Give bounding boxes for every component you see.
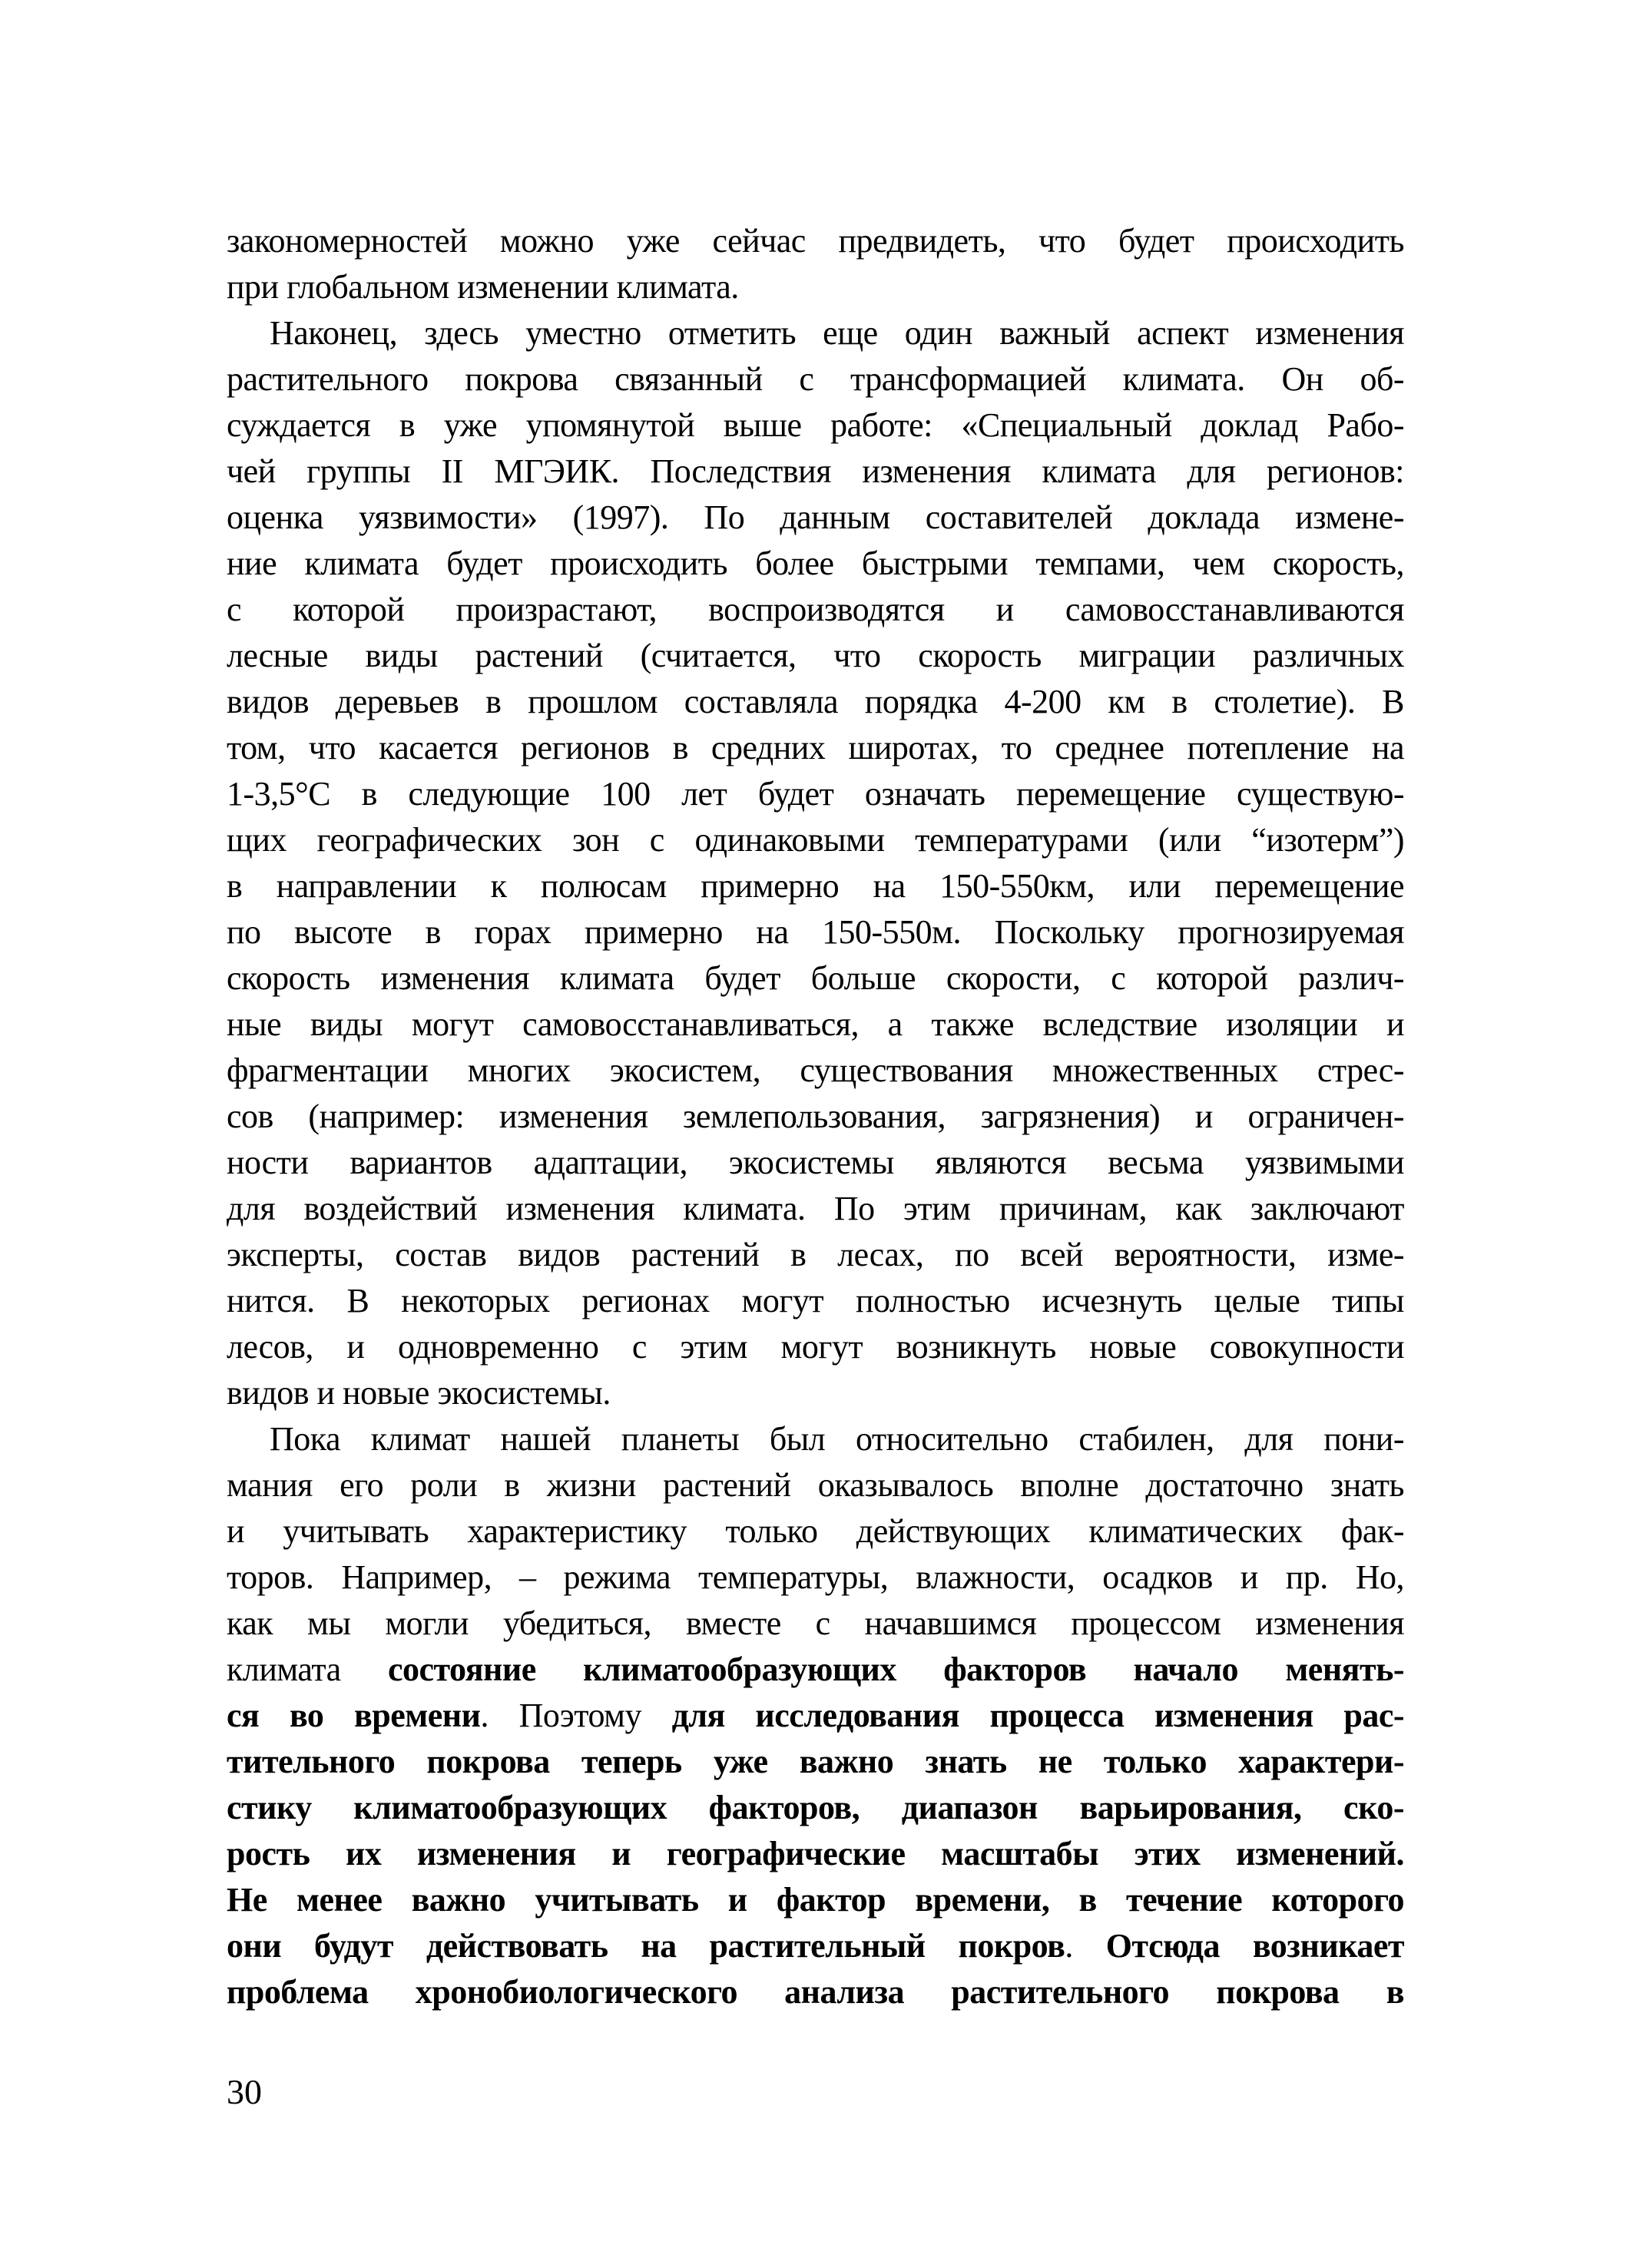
text-line — [227, 218, 1404, 264]
text-line — [227, 449, 1404, 495]
text-line — [227, 495, 1404, 541]
text-line — [227, 1002, 1404, 1048]
bold-text-segment: они будут действовать на растительный покров — [227, 1927, 1065, 1965]
text-segment: ние климата будет происходить более быстрыми темпами, чем скорость, — [227, 545, 1404, 582]
text-line — [227, 1094, 1404, 1140]
text-segment: климата — [227, 1651, 388, 1688]
text-line — [227, 1324, 1404, 1370]
text-line — [227, 310, 1404, 356]
bold-text-segment: состояние климатообразующих факторов начало менять- — [387, 1651, 1405, 1688]
text-line — [227, 1831, 1404, 1877]
text-line — [227, 1554, 1404, 1601]
bold-text-segment: проблема хронобиологического анализа растительного покрова в — [227, 1973, 1404, 2011]
text-line — [227, 1416, 1404, 1462]
text-segment: для воздействий изменения климата. По этим причинам, как заключают — [227, 1190, 1404, 1227]
text-segment: Наконец, здесь уместно отметить еще один важный аспект изменения — [270, 314, 1404, 352]
text-segment: по высоте в горах примерно на 150-550м. Поскольку прогнозируемая — [227, 913, 1404, 951]
text-segment: видов и новые экосистемы. — [227, 1374, 611, 1412]
text-segment: сов (например: изменения землепользования, загрязнения) и ограничен- — [227, 1098, 1404, 1135]
text-segment: как мы могли убедиться, вместе с начавшимся процессом изменения — [227, 1604, 1404, 1642]
bold-text-segment: тительного покрова теперь уже важно знать не только характери- — [227, 1743, 1404, 1780]
text-segment: лесные виды растений (считается, что скорость миграции различных — [227, 637, 1404, 674]
text-segment: растительного покрова связанный с трансформацией климата. Он об- — [227, 360, 1404, 398]
text-line — [227, 1877, 1404, 1923]
text-segment: фрагментации многих экосистем, существования множественных стрес- — [227, 1051, 1404, 1089]
text-line — [227, 1186, 1404, 1232]
text-line — [227, 1462, 1404, 1508]
text-line — [227, 679, 1404, 725]
text-line — [227, 1140, 1404, 1186]
text-segment: закономерностей можно уже сейчас предвидеть, что будет происходить — [227, 222, 1404, 260]
bold-text-segment: для исследования процесса изменения рас- — [671, 1697, 1405, 1734]
text-segment: . — [1065, 1927, 1106, 1965]
text-line — [227, 909, 1404, 955]
text-line — [227, 356, 1404, 402]
text-segment: щих географических зон с одинаковыми температурами (или “изотерм”) — [227, 821, 1404, 859]
bold-text-segment: Не менее важно учитывать и фактор времени, в течение которого — [227, 1881, 1404, 1919]
text-segment: оценка уязвимости» (1997). По данным составителей доклада измене- — [227, 498, 1404, 536]
text-line — [227, 1232, 1404, 1278]
text-line — [227, 1048, 1404, 1094]
text-segment: лесов, и одновременно с этим могут возникнуть новые совокупности — [227, 1328, 1404, 1366]
text-line — [227, 633, 1404, 679]
text-segment: видов деревьев в прошлом составляла порядка 4-200 км в столетие). В — [227, 683, 1404, 720]
text-line — [227, 1370, 1404, 1416]
text-line — [227, 264, 1404, 310]
text-line — [227, 587, 1404, 633]
text-segment: чей группы II МГЭИК. Последствия изменения климата для регионов: — [227, 452, 1404, 490]
text-line — [227, 771, 1404, 817]
bold-text-segment: Отсюда возникает — [1105, 1927, 1404, 1965]
text-segment: . Поэтому — [480, 1697, 672, 1734]
text-segment: том, что касается регионов в средних широтах, то среднее потепление на — [227, 729, 1404, 766]
text-line — [227, 1508, 1404, 1554]
text-segment: нится. В некоторых регионах могут полностью исчезнуть целые типы — [227, 1282, 1404, 1319]
text-line — [227, 817, 1404, 863]
text-line — [227, 1923, 1404, 1969]
text-line — [227, 1785, 1404, 1831]
text-line — [227, 1969, 1404, 2015]
text-line — [227, 955, 1404, 1002]
text-segment: Пока климат нашей планеты был относительно стабилен, для пони- — [270, 1420, 1404, 1458]
bold-text-segment: ся во времени — [227, 1697, 481, 1734]
text-line — [227, 402, 1404, 449]
text-segment: суждается в уже упомянутой выше работе: «Специальный доклад Рабо- — [227, 406, 1404, 444]
text-segment: с которой произрастают, воспроизводятся и самовосстанавливаются — [227, 591, 1404, 628]
text-segment: мания его роли в жизни растений оказывалось вполне достаточно знать — [227, 1466, 1404, 1504]
text-line — [227, 1739, 1404, 1785]
text-segment: в направлении к полюсам примерно на 150-550км, или перемещение — [227, 867, 1404, 905]
text-segment: при глобальном изменении климата. — [227, 268, 739, 306]
text-block — [227, 218, 1404, 2015]
text-segment: 1-3,5°С в следующие 100 лет будет означать перемещение существую- — [227, 775, 1404, 813]
bold-text-segment: рость их изменения и географические масштабы этих изменений. — [227, 1835, 1404, 1872]
text-line — [227, 1278, 1404, 1324]
bold-text-segment: стику климатообразующих факторов, диапазон варьирования, ско- — [227, 1789, 1404, 1826]
text-segment: ные виды могут самовосстанавливаться, а также вследствие изоляции и — [227, 1005, 1404, 1043]
text-line — [227, 863, 1404, 909]
text-line — [227, 541, 1404, 587]
text-segment: эксперты, состав видов растений в лесах, по всей вероятности, изме- — [227, 1236, 1404, 1273]
text-line — [227, 1601, 1404, 1647]
text-line — [227, 1693, 1404, 1739]
text-segment: ности вариантов адаптации, экосистемы являются весьма уязвимыми — [227, 1144, 1404, 1181]
text-line — [227, 1647, 1404, 1693]
text-line — [227, 725, 1404, 771]
page-number: 30 — [227, 2072, 262, 2111]
text-segment: торов. Например, – режима температуры, влажности, осадков и пр. Но, — [227, 1558, 1404, 1596]
text-segment: скорость изменения климата будет больше скорости, с которой различ- — [227, 959, 1404, 997]
text-segment: и учитывать характеристику только действующих климатических фак- — [227, 1512, 1404, 1550]
